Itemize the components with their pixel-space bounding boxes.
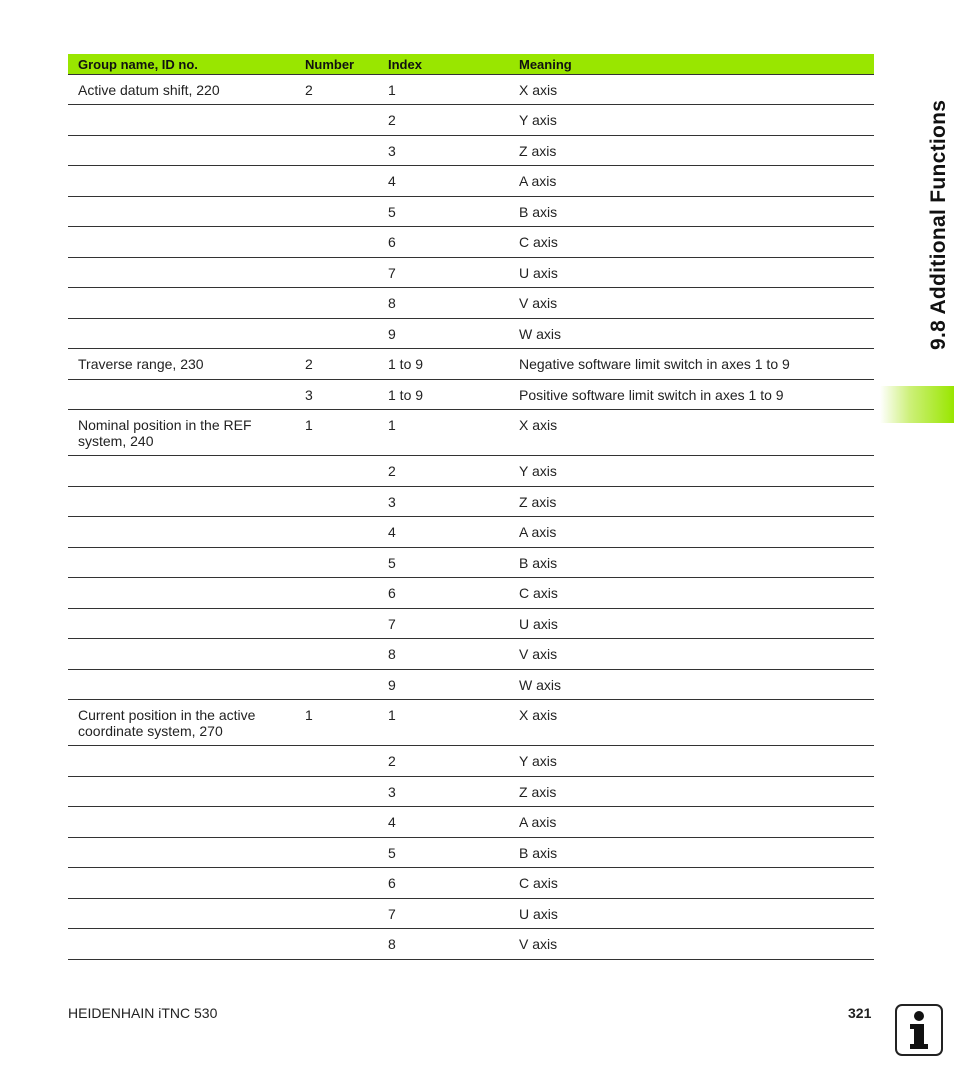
cell-number: 2 <box>305 356 313 372</box>
cell-group-name <box>68 517 296 547</box>
cell-index: 7 <box>388 615 396 632</box>
table-row <box>68 105 874 136</box>
cell-group-name <box>68 670 296 700</box>
cell-meaning: A axis <box>519 814 557 830</box>
info-icon <box>895 1004 943 1056</box>
cell-number <box>296 578 379 608</box>
table-row <box>68 136 874 167</box>
info-glyph <box>897 1006 941 1054</box>
cell-number <box>296 899 379 929</box>
table-row <box>68 349 874 380</box>
cell-meaning: Y axis <box>519 753 557 769</box>
cell-group-name <box>68 380 296 410</box>
table-row <box>68 197 874 228</box>
cell-number <box>296 807 379 837</box>
cell-meaning: V axis <box>519 646 558 662</box>
cell-index: 6 <box>388 234 396 250</box>
cell-group-name <box>68 838 296 868</box>
cell-meaning: U axis <box>519 264 558 281</box>
cell-group-name <box>68 487 296 517</box>
table-row <box>68 838 874 869</box>
cell-group-name <box>68 807 296 837</box>
cell-number <box>296 197 379 227</box>
cell-group-name <box>68 105 296 135</box>
page-number: 321 <box>848 1005 872 1021</box>
cell-meaning: Positive software limit switch in axes 1 to 9 <box>519 386 784 403</box>
table-row <box>68 319 874 350</box>
table-row <box>68 777 874 808</box>
table-row <box>68 380 874 411</box>
table-row <box>68 700 874 746</box>
cell-number <box>296 868 379 898</box>
cell-group-name <box>68 197 296 227</box>
cell-index: 7 <box>388 264 396 281</box>
cell-group-name <box>68 746 296 776</box>
table-row <box>68 578 874 609</box>
cell-index: 7 <box>388 905 396 922</box>
cell-index: 2 <box>388 753 396 769</box>
chapter-tab <box>880 386 954 423</box>
cell-meaning: V axis <box>519 936 558 952</box>
cell-index: 5 <box>388 203 396 220</box>
cell-meaning: C axis <box>519 585 558 601</box>
cell-number <box>296 609 379 639</box>
table-row <box>68 456 874 487</box>
cell-index: 4 <box>388 524 396 540</box>
cell-group-name <box>68 868 296 898</box>
cell-group-name <box>68 609 296 639</box>
table-row <box>68 670 874 701</box>
cell-group-name <box>68 456 296 486</box>
table-row <box>68 517 874 548</box>
cell-number: 1 <box>305 417 313 433</box>
cell-meaning: A axis <box>519 173 557 189</box>
cell-index: 1 to 9 <box>388 356 424 372</box>
cell-number: 3 <box>305 386 313 403</box>
cell-index: 1 <box>388 707 396 723</box>
cell-meaning: X axis <box>519 82 558 98</box>
table-row <box>68 75 874 105</box>
cell-group-name <box>68 258 296 288</box>
cell-number <box>296 487 379 517</box>
table-row <box>68 288 874 319</box>
cell-number <box>296 105 379 135</box>
cell-index: 6 <box>388 585 396 601</box>
cell-meaning: W axis <box>519 676 561 693</box>
cell-number <box>296 227 379 257</box>
cell-meaning: B axis <box>519 203 558 220</box>
cell-index: 5 <box>388 844 396 861</box>
table-row <box>68 258 874 289</box>
cell-index: 3 <box>388 493 396 510</box>
table-row <box>68 410 874 456</box>
cell-meaning: Z axis <box>519 783 557 800</box>
cell-index: 1 to 9 <box>388 386 424 403</box>
table-row <box>68 899 874 930</box>
cell-index: 1 <box>388 417 396 433</box>
cell-number <box>296 288 379 318</box>
table-body <box>68 75 874 960</box>
cell-index: 2 <box>388 112 396 128</box>
cell-meaning: A axis <box>519 524 557 540</box>
cell-number: 1 <box>305 707 313 723</box>
cell-index: 3 <box>388 783 396 800</box>
cell-number <box>296 670 379 700</box>
cell-group-name <box>68 899 296 929</box>
cell-number <box>296 746 379 776</box>
cell-index: 8 <box>388 936 396 952</box>
table-row <box>68 166 874 197</box>
cell-group-name: Current position in the active coordinate system, 270 <box>78 707 256 739</box>
cell-number <box>296 777 379 807</box>
cell-index: 6 <box>388 875 396 891</box>
cell-meaning: Y axis <box>519 112 557 128</box>
cell-meaning: B axis <box>519 844 558 861</box>
cell-meaning: Y axis <box>519 463 557 479</box>
cell-number <box>296 548 379 578</box>
cell-number <box>296 639 379 669</box>
cell-meaning: X axis <box>519 417 558 433</box>
cell-group-name: Traverse range, 230 <box>78 356 204 372</box>
table-row <box>68 807 874 838</box>
cell-meaning: C axis <box>519 234 558 250</box>
cell-meaning: U axis <box>519 905 558 922</box>
cell-number: 2 <box>305 82 313 98</box>
cell-group-name <box>68 136 296 166</box>
cell-group-name <box>68 227 296 257</box>
cell-group-name <box>68 319 296 349</box>
cell-meaning: X axis <box>519 707 558 723</box>
cell-index: 9 <box>388 676 396 693</box>
table-row <box>68 639 874 670</box>
section-title <box>897 30 950 350</box>
section-title-text: 9.8 Additional Functions <box>927 99 950 350</box>
cell-number <box>296 258 379 288</box>
cell-group-name <box>68 639 296 669</box>
cell-index: 4 <box>388 173 396 189</box>
table-row <box>68 746 874 777</box>
cell-index: 2 <box>388 463 396 479</box>
table-row <box>68 487 874 518</box>
cell-group-name: Nominal position in the REF system, 240 <box>78 417 252 449</box>
parameter-table <box>68 54 874 960</box>
cell-meaning: B axis <box>519 554 558 571</box>
cell-index: 4 <box>388 814 396 830</box>
cell-number <box>296 929 379 959</box>
cell-number <box>296 456 379 486</box>
cell-meaning: Z axis <box>519 142 557 159</box>
cell-number <box>296 517 379 547</box>
cell-number <box>296 319 379 349</box>
header-meaning: Meaning <box>519 57 572 72</box>
cell-meaning: Negative software limit switch in axes 1 to 9 <box>519 356 790 372</box>
table-row <box>68 548 874 579</box>
table-row <box>68 609 874 640</box>
cell-index: 5 <box>388 554 396 571</box>
cell-meaning: V axis <box>519 295 558 311</box>
table-header <box>68 54 874 75</box>
header-number: Number <box>305 57 355 72</box>
cell-group-name: Active datum shift, 220 <box>78 82 220 98</box>
cell-number <box>296 838 379 868</box>
table-row <box>68 929 874 960</box>
cell-group-name <box>68 288 296 318</box>
cell-index: 9 <box>388 325 396 342</box>
cell-group-name <box>68 929 296 959</box>
cell-group-name <box>68 777 296 807</box>
cell-group-name <box>68 166 296 196</box>
table-row <box>68 868 874 899</box>
footer-product: HEIDENHAIN iTNC 530 <box>68 1005 218 1021</box>
cell-meaning: W axis <box>519 325 561 342</box>
cell-number <box>296 136 379 166</box>
cell-index: 8 <box>388 295 396 311</box>
header-group-name: Group name, ID no. <box>78 57 198 72</box>
cell-index: 1 <box>388 82 396 98</box>
cell-index: 8 <box>388 646 396 662</box>
cell-group-name <box>68 548 296 578</box>
table-row <box>68 227 874 258</box>
cell-group-name <box>68 578 296 608</box>
header-index: Index <box>388 57 422 72</box>
cell-meaning: C axis <box>519 875 558 891</box>
cell-number <box>296 166 379 196</box>
cell-meaning: U axis <box>519 615 558 632</box>
cell-meaning: Z axis <box>519 493 557 510</box>
cell-index: 3 <box>388 142 396 159</box>
